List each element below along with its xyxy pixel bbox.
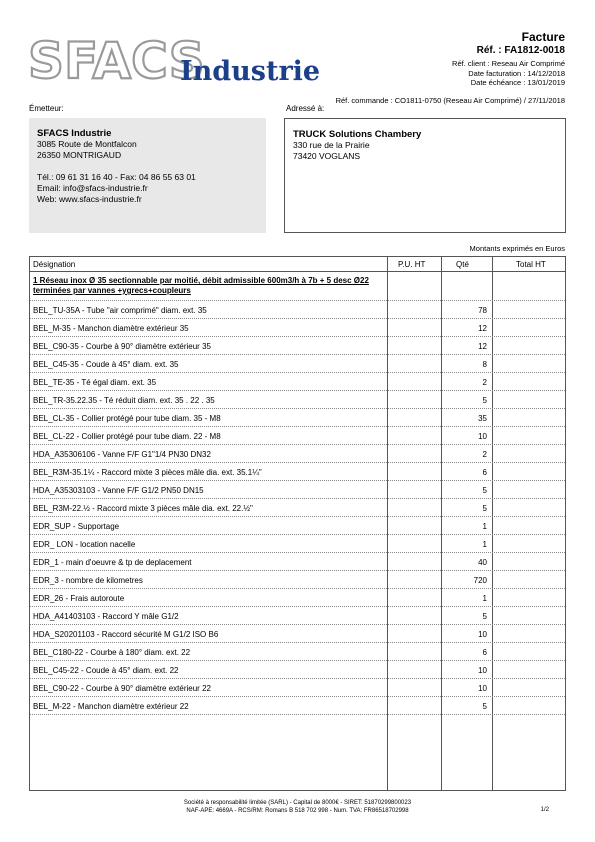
line-qty: 10	[478, 630, 487, 639]
line-designation: BEL_C90-35 - Courbe à 90° diamètre extérieur 35	[33, 342, 211, 351]
line-designation: BEL_C180-22 - Courbe à 180° diam. ext. 22	[33, 648, 191, 657]
table-row	[30, 301, 565, 319]
table-row	[30, 553, 565, 571]
line-qty: 1	[482, 540, 487, 549]
invoice-lines-table	[29, 256, 566, 791]
sender-web: Web: www.sfacs-industrie.fr	[37, 194, 142, 204]
line-designation: HDA_A41403103 - Raccord Y mâle G1/2	[33, 612, 179, 621]
header-qty: Qté	[456, 260, 469, 269]
line-designation: EDR_3 - nombre de kilometres	[33, 576, 143, 585]
header-unit-price: P.U. HT	[398, 260, 426, 269]
table-row	[30, 445, 565, 463]
table-body	[30, 272, 565, 715]
line-qty: 6	[482, 648, 487, 657]
line-qty: 78	[478, 306, 487, 315]
table-row	[30, 517, 565, 535]
section-title: 1 Réseau inox Ø 35 sectionnable par moitié, débit admissible 600m3/h à 7b + 5 desc Ø22 terminées par vannes +ygrecs+coupleurs	[33, 276, 369, 295]
line-designation: HDA_A35306106 - Vanne F/F G1"1/4 PN30 DN32	[33, 450, 211, 459]
table-row	[30, 391, 565, 409]
table-row	[30, 679, 565, 697]
document-type: Facture	[521, 30, 565, 44]
page-number: 1/2	[540, 807, 549, 813]
recipient-name: TRUCK Solutions Chambery	[293, 129, 422, 140]
client-ref: Réf. client : Reseau Air Comprimé	[452, 59, 565, 68]
table-row	[30, 427, 565, 445]
line-qty: 12	[478, 342, 487, 351]
svg-text:SFACS: SFACS	[28, 32, 205, 90]
table-header	[30, 257, 565, 272]
table-row	[30, 661, 565, 679]
line-designation: BEL_C45-35 - Coude à 45° diam. ext. 35	[33, 360, 179, 369]
line-designation: BEL_TE-35 - Té égal diam. ext. 35	[33, 378, 157, 387]
table-row	[30, 481, 565, 499]
line-qty: 720	[473, 576, 487, 585]
line-designation: BEL_TR-35.22.35 - Té réduit diam. ext. 35 . 22 . 35	[33, 396, 215, 405]
line-designation: BEL_C45-22 - Coude à 45° diam. ext. 22	[33, 666, 179, 675]
table-row	[30, 535, 565, 553]
currency-note: Montants exprimés en Euros	[469, 244, 565, 253]
line-designation: BEL_TU-35A - Tube "air comprimé" diam. ext. 35	[33, 306, 207, 315]
company-logo	[28, 30, 328, 90]
line-qty: 10	[478, 684, 487, 693]
svg-text:Industrie: Industrie	[180, 56, 321, 87]
line-qty: 12	[478, 324, 487, 333]
line-qty: 5	[482, 702, 487, 711]
line-qty: 6	[482, 468, 487, 477]
recipient-box	[284, 118, 566, 233]
line-designation: BEL_C90-22 - Courbe à 90° diamètre extérieur 22	[33, 684, 211, 693]
table-row	[30, 409, 565, 427]
line-designation: EDR_SUP - Supportage	[33, 522, 120, 531]
table-row	[30, 337, 565, 355]
table-row	[30, 643, 565, 661]
line-qty: 1	[482, 594, 487, 603]
line-designation: BEL_R3M-22.½ - Raccord mixte 3 pièces mâle dia. ext. 22.½"	[33, 504, 253, 513]
line-designation: EDR_1 - main d'oeuvre & tp de deplacement	[33, 558, 192, 567]
line-qty: 35	[478, 414, 487, 423]
sender-email: Email: info@sfacs-industrie.fr	[37, 183, 148, 193]
line-designation: BEL_M-22 - Manchon diamètre extérieur 22	[33, 702, 189, 711]
header-total: Total HT	[516, 260, 546, 269]
sender-address-line1: 3085 Route de Montfalcon	[37, 139, 137, 149]
line-designation: BEL_M-35 - Manchon diamètre extérieur 35	[33, 324, 189, 333]
line-designation: BEL_R3M-35.1¼ - Raccord mixte 3 pièces mâle dia. ext. 35.1¼"	[33, 468, 262, 477]
table-row	[30, 499, 565, 517]
table-row	[30, 607, 565, 625]
line-qty: 5	[482, 486, 487, 495]
sender-box	[29, 118, 266, 233]
line-designation: BEL_CL-35 - Collier protégé pour tube diam. 35 - M8	[33, 414, 221, 423]
line-designation: EDR_26 - Frais autoroute	[33, 594, 125, 603]
table-row	[30, 463, 565, 481]
invoice-date: Date facturation : 14/12/2018	[468, 68, 565, 78]
line-qty: 2	[482, 378, 487, 387]
recipient-address-line2: 73420 VOGLANS	[293, 151, 361, 161]
sender-address-line2: 26350 MONTRIGAUD	[37, 150, 122, 160]
line-qty: 5	[482, 612, 487, 621]
table-row	[30, 319, 565, 337]
legal-footer	[0, 799, 595, 815]
section-title-row	[30, 272, 565, 301]
footer-line1: Société à responsabilité limitée (SARL) - Capital de 8000€ - SIRET: 51870299800023	[183, 800, 412, 806]
line-designation: BEL_CL-22 - Collier protégé pour tube diam. 22 - M8	[33, 432, 221, 441]
table-row	[30, 373, 565, 391]
table-row	[30, 625, 565, 643]
header-designation: Désignation	[33, 260, 76, 269]
recipient-address-line1: 330 rue de la Prairie	[293, 140, 370, 150]
sender-label: Émetteur:	[29, 104, 64, 113]
line-qty: 10	[478, 666, 487, 675]
line-qty: 2	[482, 450, 487, 459]
table-row	[30, 697, 565, 715]
table-row	[30, 571, 565, 589]
invoice-header	[336, 30, 565, 105]
line-qty: 5	[482, 396, 487, 405]
invoice-ref: Réf. : FA1812-0018	[476, 45, 565, 56]
line-qty: 40	[478, 558, 487, 567]
recipient-label: Adressé à:	[286, 104, 325, 113]
order-ref: Réf. commande : CO1811-0750 (Reseau Air Comprimé) / 27/11/2018	[335, 95, 565, 105]
table-row	[30, 589, 565, 607]
sender-phone: Tél.: 09 61 31 16 40 - Fax: 04 86 55 63 01	[37, 172, 196, 182]
line-qty: 10	[478, 432, 487, 441]
line-designation: HDA_S20201103 - Raccord sécurité M G1/2 ISO B6	[33, 630, 219, 639]
line-qty: 5	[482, 504, 487, 513]
line-designation: EDR_ LON - location nacelle	[33, 540, 136, 549]
line-qty: 1	[482, 522, 487, 531]
sender-name: SFACS Industrie	[37, 128, 112, 139]
table-row	[30, 355, 565, 373]
footer-line2: NAF-APE: 4669A - RCS/RM: Romans B 518 702 998 - Num. TVA: FR86518702998	[186, 808, 409, 814]
line-designation: HDA_A35303103 - Vanne F/F G1/2 PN50 DN15	[33, 486, 204, 495]
line-qty: 8	[482, 360, 487, 369]
due-date: Date échéance : 13/01/2019	[470, 78, 565, 87]
